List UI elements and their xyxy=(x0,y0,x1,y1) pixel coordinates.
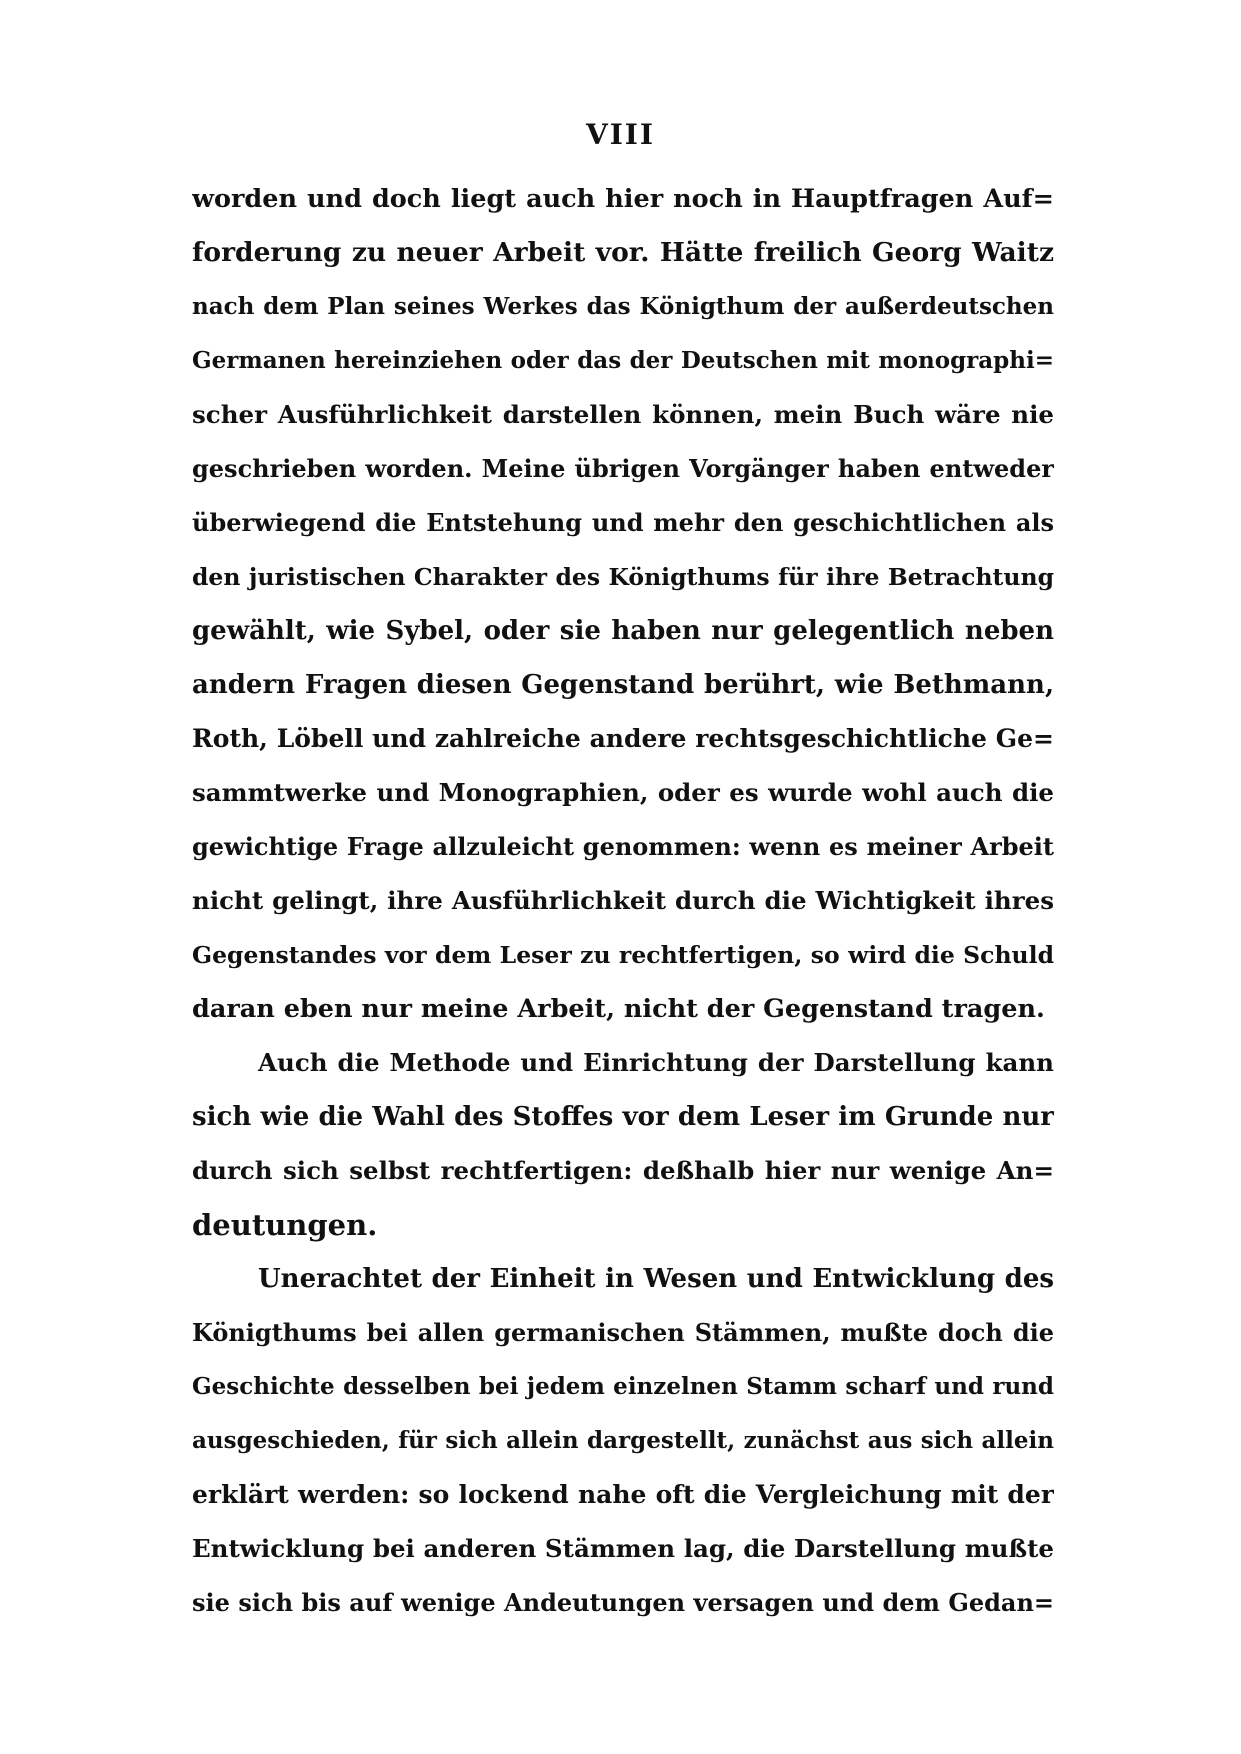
text-line: Unerachtet der Einheit in Wesen und Entwicklung des xyxy=(258,1264,1054,1294)
text-line: deutungen. xyxy=(192,1208,378,1242)
text-line: sammtwerke und Monographien, oder es wurde wohl auch die xyxy=(192,778,1054,807)
text-line: überwiegend die Entstehung und mehr den geschichtlichen als xyxy=(192,508,1054,537)
text-line: Königthums bei allen germanischen Stämmen, mußte doch die xyxy=(192,1318,1054,1347)
text-line: Roth, Löbell und zahlreiche andere rechtsgeschichtliche Ge= xyxy=(192,724,1054,753)
text-line: Geschichte desselben bei jedem einzelnen Stamm scharf und rund xyxy=(192,1373,1054,1400)
text-line: Gegenstandes vor dem Leser zu rechtfertigen, so wird die Schuld xyxy=(192,941,1054,969)
text-line: scher Ausführlichkeit darstellen können, mein Buch wäre nie xyxy=(192,400,1054,429)
text-line: durch sich selbst rechtfertigen: deßhalb hier nur wenige An= xyxy=(192,1156,1054,1185)
text-line: Entwicklung bei anderen Stämmen lag, die Darstellung mußte xyxy=(192,1534,1054,1563)
body-text xyxy=(192,172,1054,1630)
text-line: Auch die Methode und Einrichtung der Darstellung kann xyxy=(258,1048,1054,1077)
text-line: ausgeschieden, für sich allein dargestellt, zunächst aus sich allein xyxy=(192,1427,1054,1454)
text-line: forderung zu neuer Arbeit vor. Hätte freilich Georg Waitz xyxy=(192,237,1054,268)
text-line: sie sich bis auf wenige Andeutungen versagen und dem Gedan= xyxy=(192,1588,1054,1617)
text-line: nach dem Plan seines Werkes das Königthum der außerdeutschen xyxy=(192,293,1054,320)
text-line: sich wie die Wahl des Stoffes vor dem Leser im Grunde nur xyxy=(192,1102,1054,1132)
text-line: gewählt, wie Sybel, oder sie haben nur gelegentlich neben xyxy=(192,616,1054,646)
text-line: geschrieben worden. Meine übrigen Vorgänger haben entweder xyxy=(192,454,1054,483)
text-line: erklärt werden: so lockend nahe oft die Vergleichung mit der xyxy=(192,1480,1054,1509)
text-line: andern Fragen diesen Gegenstand berührt, wie Bethmann, xyxy=(192,670,1054,700)
text-line: den juristischen Charakter des Königthums für ihre Betrachtung xyxy=(192,563,1054,591)
text-line: nicht gelingt, ihre Ausführlichkeit durch die Wichtigkeit ihres xyxy=(192,886,1054,915)
text-line: Germanen hereinziehen oder das der Deutschen mit monographi= xyxy=(192,347,1054,374)
text-line: worden und doch liegt auch hier noch in Hauptfragen Auf= xyxy=(192,184,1054,214)
page-number: VIII xyxy=(585,118,656,151)
text-line: daran eben nur meine Arbeit, nicht der Gegenstand tragen. xyxy=(192,994,1045,1024)
text-line: gewichtige Frage allzuleicht genommen: wenn es meiner Arbeit xyxy=(192,832,1054,861)
